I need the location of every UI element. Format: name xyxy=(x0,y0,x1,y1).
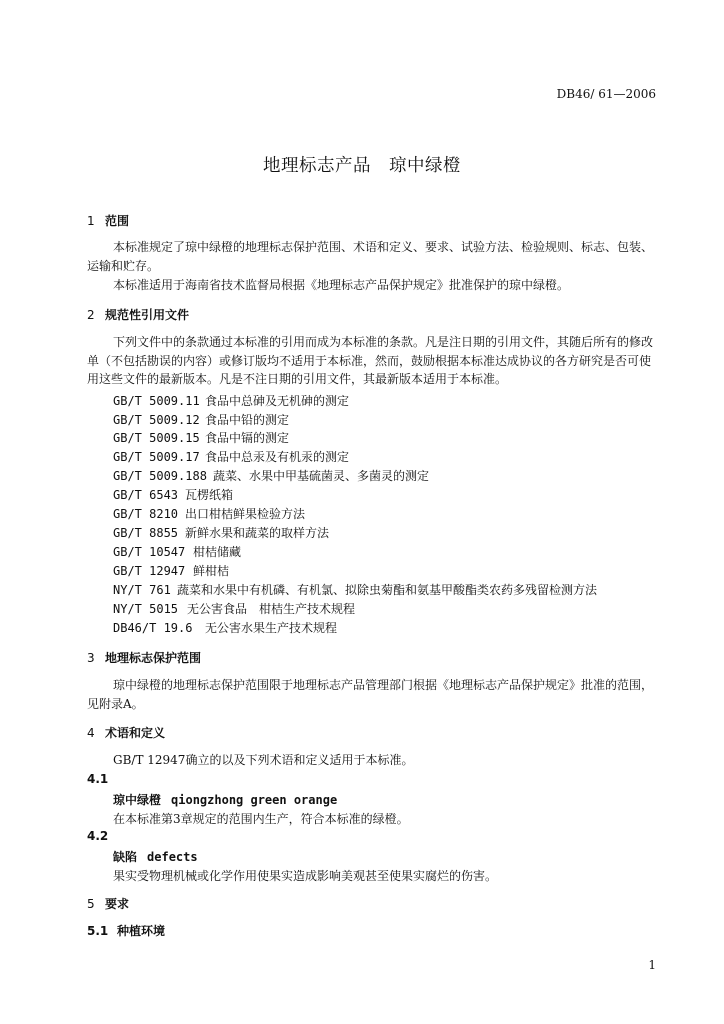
definition-number: 4.1 xyxy=(87,772,109,786)
reference-code: GB/T 10547 xyxy=(113,545,186,559)
term-en: qiongzhong green orange xyxy=(171,793,338,807)
definition-text: 在本标准第3章规定的范围内生产，符合本标准的绿橙。 xyxy=(113,812,409,826)
reference-item xyxy=(113,411,289,428)
section-1-heading xyxy=(87,212,129,229)
reference-code: GB/T 8855 xyxy=(113,526,179,540)
reference-title: 食品中总汞及有机汞的测定 xyxy=(205,450,350,464)
section-number: 2 xyxy=(87,308,95,322)
reference-item xyxy=(113,543,241,560)
reference-title: 瓦楞纸箱 xyxy=(185,488,234,502)
reference-title: 蔬菜、水果中甲基硫菌灵、多菌灵的测定 xyxy=(213,469,430,483)
reference-title: 新鲜水果和蔬菜的取样方法 xyxy=(185,526,330,540)
reference-title: 出口柑桔鲜果检验方法 xyxy=(185,507,306,521)
subsection-5-1-heading xyxy=(87,922,165,939)
reference-title: 食品中总砷及无机砷的测定 xyxy=(205,394,350,408)
term-zh: 琼中绿橙 xyxy=(113,793,162,807)
section-1-paragraph-2: 本标准适用于海南省技术监督局根据《地理标志产品保护规定》批准保护的琼中绿橙。 xyxy=(113,278,570,292)
reference-title: 无公害食品 柑桔生产技术规程 xyxy=(187,602,356,616)
document-title: 地理标志产品 琼中绿橙 xyxy=(263,156,461,176)
reference-title: 食品中铅的测定 xyxy=(205,413,290,427)
section-5-heading xyxy=(87,895,129,912)
section-3-heading xyxy=(87,649,201,666)
reference-code: GB/T 5009.15 xyxy=(113,431,200,445)
reference-item xyxy=(113,467,429,484)
reference-title: 柑桔储藏 xyxy=(193,545,242,559)
section-2-heading xyxy=(87,306,189,323)
section-title: 地理标志保护范围 xyxy=(105,651,202,665)
definition-number: 4.2 xyxy=(87,829,109,843)
reference-code: GB/T 5009.12 xyxy=(113,413,200,427)
reference-code: NY/T 761 xyxy=(113,583,171,597)
page-number: 1 xyxy=(648,958,656,972)
reference-code: GB/T 5009.17 xyxy=(113,450,200,464)
definition-text: 果实受物理机械或化学作用使果实造成影响美观甚至使果实腐烂的伤害。 xyxy=(113,869,498,883)
term-zh: 缺陷 xyxy=(113,850,138,864)
subsection-number: 5.1 xyxy=(87,924,109,938)
section-number: 4 xyxy=(87,726,95,740)
document-number: DB46/ 61—2006 xyxy=(556,87,656,101)
section-1-paragraph-1: 本标准规定了琼中绿橙的地理标志保护范围、术语和定义、要求、试验方法、检验规则、标志、包装、运输和贮存。 xyxy=(87,240,654,273)
reference-title: 无公害水果生产技术规程 xyxy=(205,621,338,635)
reference-item xyxy=(113,581,597,598)
section-number: 1 xyxy=(87,214,95,228)
reference-title: 鲜柑桔 xyxy=(193,564,230,578)
reference-item xyxy=(113,429,289,446)
section-number: 5 xyxy=(87,897,95,911)
reference-code: DB46/T 19.6 xyxy=(113,621,193,635)
section-3-paragraph: 琼中绿橙的地理标志保护范围限于地理标志产品管理部门根据《地理标志产品保护规定》批准的范围，见附录A。 xyxy=(87,678,654,711)
section-4-intro: GB/T 12947确立的以及下列术语和定义适用于本标准。 xyxy=(113,753,414,767)
definition-term xyxy=(113,848,198,865)
reference-title: 蔬菜和水果中有机磷、有机氯、拟除虫菊酯和氨基甲酸酯类农药多残留检测方法 xyxy=(177,583,598,597)
section-number: 3 xyxy=(87,651,95,665)
section-title: 规范性引用文件 xyxy=(105,308,190,322)
reference-item xyxy=(113,600,355,617)
section-2-intro: 下列文件中的条款通过本标准的引用而成为本标准的条款。凡是注日期的引用文件，其随后所有的修改单（不包括勘误的内容）或修订版均不适用于本标准，然而，鼓励根据本标准达成协议的各方研究是否可使用这些文件的最新版本。凡是不注日期的引用文件，其最新版本适用于本标准。 xyxy=(87,335,654,386)
reference-code: NY/T 5015 xyxy=(113,602,179,616)
reference-code: GB/T 12947 xyxy=(113,564,186,578)
reference-item xyxy=(113,524,329,541)
reference-item xyxy=(113,619,337,636)
section-title: 术语和定义 xyxy=(105,726,166,740)
reference-code: GB/T 6543 xyxy=(113,488,179,502)
term-en: defects xyxy=(147,850,198,864)
reference-item xyxy=(113,562,229,579)
section-title: 范围 xyxy=(105,214,130,228)
section-title: 要求 xyxy=(105,897,130,911)
definition-term xyxy=(113,791,337,808)
section-4-heading xyxy=(87,724,165,741)
reference-item xyxy=(113,486,233,503)
reference-item xyxy=(113,505,305,522)
reference-item xyxy=(113,448,349,465)
reference-code: GB/T 5009.188 xyxy=(113,469,207,483)
reference-code: GB/T 8210 xyxy=(113,507,179,521)
reference-title: 食品中镉的测定 xyxy=(205,431,290,445)
subsection-title: 种植环境 xyxy=(117,924,166,938)
reference-item xyxy=(113,392,349,409)
reference-code: GB/T 5009.11 xyxy=(113,394,200,408)
